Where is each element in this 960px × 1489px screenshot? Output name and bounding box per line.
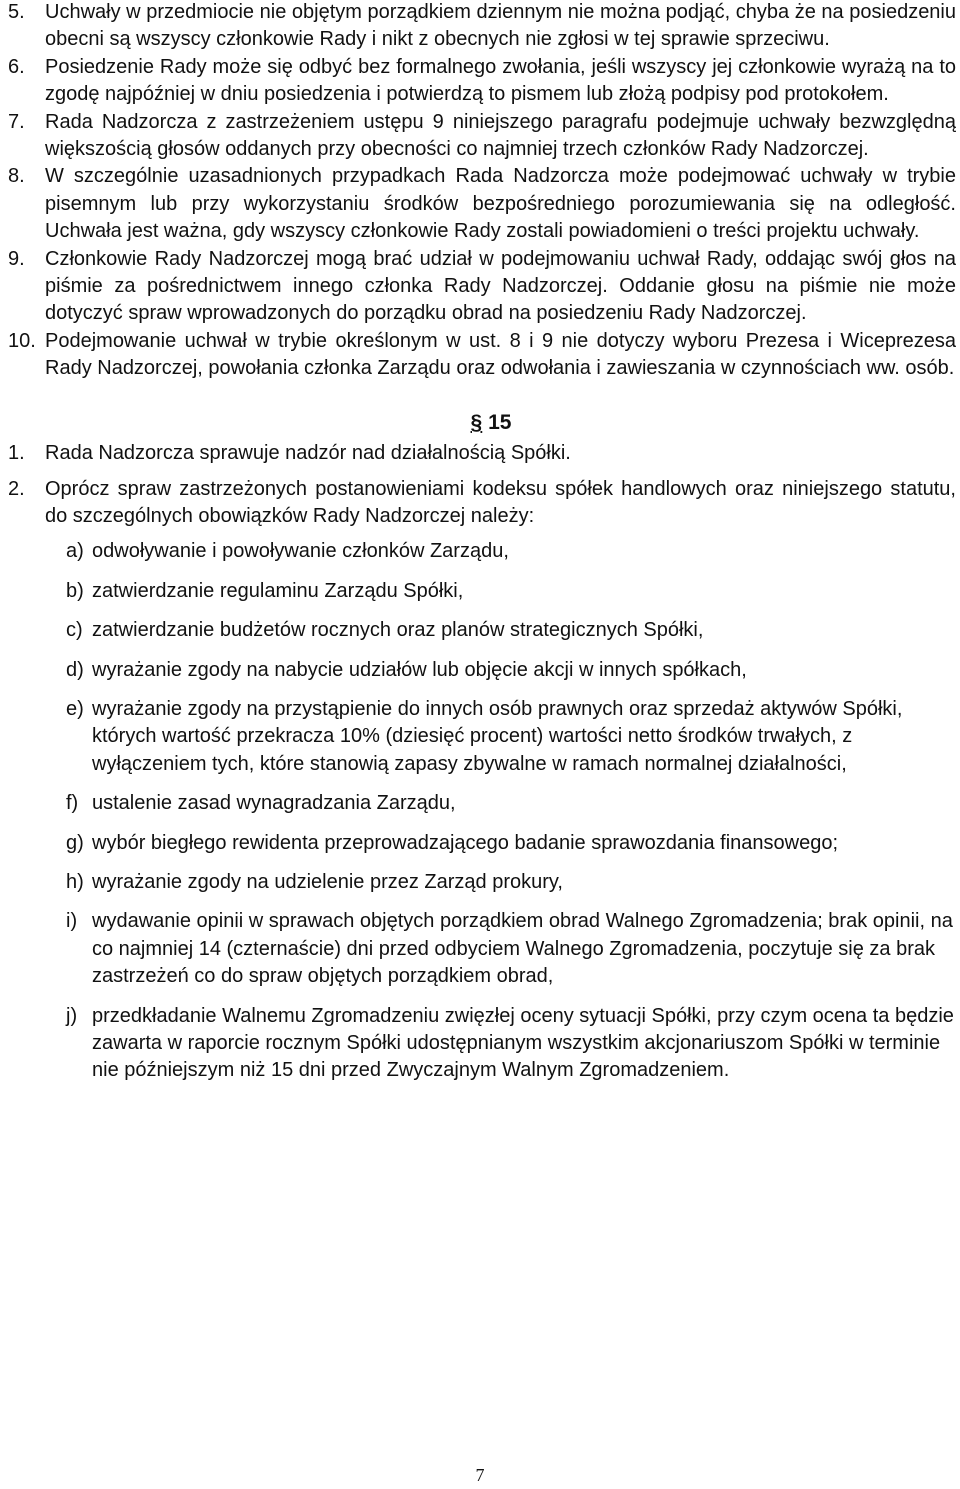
sub-list-item bbox=[66, 1003, 956, 1085]
section-symbol: § bbox=[470, 410, 483, 434]
item-text: Oprócz spraw zastrzeżonych postanowieniami kodeksu spółek handlowych oraz niniejszego statutu, do szczególnych obowiązków Rady Nadzorczej należy: bbox=[45, 477, 956, 527]
sub-item-text: zatwierdzanie regulaminu Zarządu Spółki, bbox=[92, 579, 464, 602]
sub-item-letter: h) bbox=[66, 870, 84, 893]
list-item bbox=[8, 163, 956, 245]
sub-item-letter: g) bbox=[66, 831, 84, 854]
item-text: Posiedzenie Rady może się odbyć bez formalnego zwołania, jeśli wszyscy jej członkowie wyrażą na to zgodę najpóźniej w dniu posiedzenia i potwierdzą to pismem lub złożą podpisy pod protokołem. bbox=[45, 55, 956, 106]
section-number: 15 bbox=[488, 410, 512, 434]
list-item bbox=[8, 109, 956, 164]
sub-item-letter: j) bbox=[66, 1004, 78, 1027]
list-item bbox=[8, 54, 956, 109]
sub-item-letter: a) bbox=[66, 540, 84, 563]
sub-list-item bbox=[66, 696, 956, 778]
sub-item-text: przedkładanie Walnemu Zgromadzeniu zwięzłej oceny sytuacji Spółki, przy czym ocena ta będzie zawarta w raporcie rocznym Spółki udostępnianym wszystkim akcjonariuszom Spółki w terminie nie późniejszym niż 15 dni przed Zwyczajnym Walnym Zgromadzeniem. bbox=[92, 1004, 954, 1082]
sub-list-item bbox=[66, 908, 956, 990]
sub-list-item bbox=[66, 578, 956, 605]
sub-item-text: wybór biegłego rewidenta przeprowadzającego badanie sprawozdania finansowego; bbox=[92, 831, 839, 854]
item-number: 7. bbox=[8, 110, 25, 133]
sub-item-text: wyrażanie zgody na przystąpienie do innych osób prawnych oraz sprzedaż aktywów Spółki, których wartość przekracza 10% (dziesięć procent) wartości netto środków trwałych, z wyłączeniem tych, które stanowią zapasy zbywalne w ramach normalnej działalności, bbox=[92, 697, 903, 775]
sub-item-letter: i) bbox=[66, 910, 78, 933]
item-text: Członkowie Rady Nadzorczej mogą brać udział w podejmowaniu uchwał Rady, oddając swój głos na piśmie za pośrednictwem innego członka Rady Nadzorczej. Oddanie głosu na piśmie nie może dotyczyć spraw wprowadzonych do porządku obrad na posiedzeniu Rady Nadzorczej. bbox=[45, 247, 956, 325]
list-item bbox=[8, 440, 956, 467]
item-text: W szczególnie uzasadnionych przypadkach Rada Nadzorcza może podejmować uchwały w trybie pisemnym lub przy wykorzystaniu środków bezpośredniego porozumiewania się na odległość. Uchwała jest ważna, gdy wszyscy członkowie Rady zostali powiadomieni o treści projektu uchwały. bbox=[45, 165, 956, 243]
item-text: Uchwały w przedmiocie nie objętym porządkiem dziennym nie można podjąć, chyba że na posiedzeniu obecni są wszyscy członkowie Rady i nikt z obecnych nie zgłosi w tej sprawie sprzeciwu. bbox=[45, 1, 956, 51]
sub-item-letter: d) bbox=[66, 658, 84, 681]
list-item bbox=[8, 476, 956, 531]
item-number: 10. bbox=[8, 329, 36, 352]
sub-item-letter: f) bbox=[66, 792, 79, 815]
item-number: 8. bbox=[8, 165, 25, 188]
item-number: 1. bbox=[8, 442, 25, 465]
list-item bbox=[8, 0, 956, 54]
sub-list-item bbox=[66, 617, 956, 644]
sub-item-letter: c) bbox=[66, 619, 83, 642]
document-content bbox=[8, 0, 956, 1097]
sub-item-text: ustalenie zasad wynagradzania Zarządu, bbox=[92, 792, 456, 815]
section-heading bbox=[8, 409, 956, 436]
item-text: Rada Nadzorcza z zastrzeżeniem ustępu 9 niniejszego paragrafu podejmuje uchwały bezwzględną większością głosów oddanych przy obecności co najmniej trzech członków Rady Nadzorczej. bbox=[45, 110, 956, 161]
sub-item-text: wyrażanie zgody na nabycie udziałów lub objęcie akcji w innych spółkach, bbox=[92, 658, 747, 681]
sub-list-item bbox=[66, 869, 956, 896]
item-number: 2. bbox=[8, 477, 25, 500]
item-number: 5. bbox=[8, 1, 25, 23]
item-text: Rada Nadzorcza sprawuje nadzór nad działalnością Spółki. bbox=[45, 442, 571, 465]
item-number: 6. bbox=[8, 55, 25, 78]
sub-item-letter: e) bbox=[66, 697, 84, 720]
sub-list-item bbox=[66, 657, 956, 684]
item-number: 9. bbox=[8, 247, 25, 270]
sub-item-letter: b) bbox=[66, 579, 84, 602]
list-item bbox=[8, 328, 956, 383]
page-number: 7 bbox=[475, 1465, 485, 1485]
sub-item-text: wydawanie opinii w sprawach objętych porządkiem obrad Walnego Zgromadzenia; brak opinii, na co najmniej 14 (czternaście) dni przed odbyciem Walnego Zgromadzenia, poczytuje się za brak zastrzeżeń co do spraw objętych porządkiem obrad, bbox=[92, 910, 953, 988]
list-item bbox=[8, 246, 956, 328]
sub-item-text: zatwierdzanie budżetów rocznych oraz planów strategicznych Spółki, bbox=[92, 619, 704, 642]
sub-list-item bbox=[66, 538, 956, 565]
sub-item-text: odwoływanie i powoływanie członków Zarządu, bbox=[92, 540, 509, 563]
sub-item-text: wyrażanie zgody na udzielenie przez Zarząd prokury, bbox=[92, 870, 563, 893]
sub-list bbox=[66, 538, 956, 1085]
sub-list-item bbox=[66, 830, 956, 857]
sub-list-item bbox=[66, 790, 956, 817]
item-text: Podejmowanie uchwał w trybie określonym w ust. 8 i 9 nie dotyczy wyboru Prezesa i Wiceprezesa Rady Nadzorczej, powołania członka Zarządu oraz odwołania i zawieszania w czynnościach ww. osób. bbox=[45, 329, 956, 380]
